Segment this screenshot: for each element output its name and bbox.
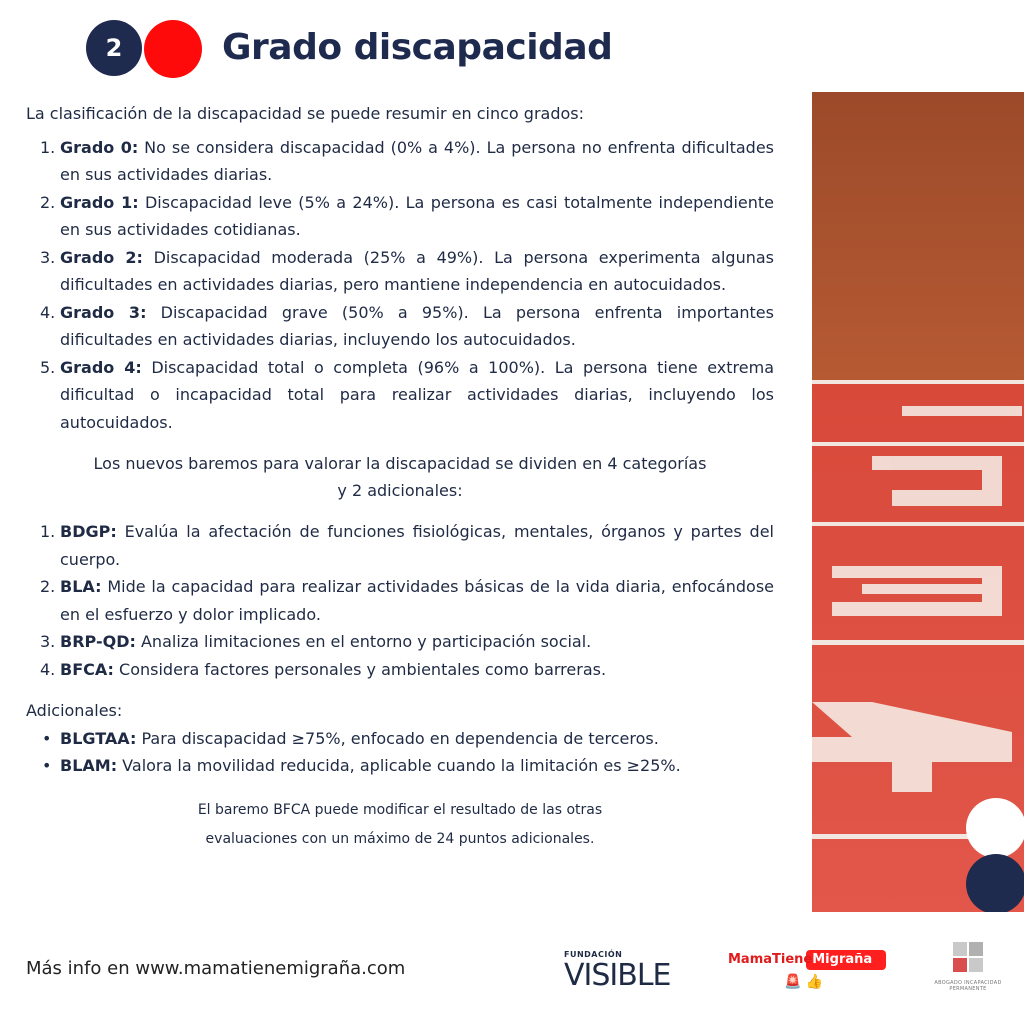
list-number: 3. (40, 632, 56, 651)
item-text: Considera factores personales y ambientales como barreras. (113, 659, 607, 679)
list-number: 2. (40, 577, 56, 596)
lane-number-1 (902, 406, 1022, 416)
footnote (26, 796, 774, 854)
list-item (40, 573, 774, 628)
list-number: 1. (40, 522, 56, 541)
list-item (40, 134, 774, 189)
item-label: BLAM: (60, 756, 118, 775)
item-label: BDGP: (60, 522, 117, 541)
item-label: BFCA: (60, 659, 114, 679)
logo-big-text: VISIBLE (564, 958, 671, 993)
item-label: Grado 2: (60, 247, 143, 267)
section-number-badge: 2 (86, 20, 142, 76)
baremos-intro-line: Los nuevos baremos para valorar la discapacidad se dividen en 4 categorías (93, 454, 707, 473)
list-number: 4. (40, 302, 56, 322)
item-text: Valora la movilidad reducida, aplicable cuando la limitación es ≥25%. (117, 756, 681, 775)
fundacion-visible-logo (560, 948, 680, 998)
list-item (40, 189, 774, 244)
baremos-intro (26, 450, 774, 504)
list-item (40, 244, 774, 299)
mama-tiene-migrana-logo (728, 950, 888, 1000)
logo-text-a: MamaTiene (728, 952, 813, 967)
list-item (40, 628, 774, 656)
page-title: Grado discapacidad (222, 27, 613, 68)
logo-text (728, 952, 872, 967)
baremos-intro-line: y 2 adicionales: (337, 481, 463, 500)
red-circle-decoration (144, 20, 202, 78)
item-text: Mide la capacidad para realizar actividades básicas de la vida diaria, enfocándose en el esfuerzo y dolor implicado. (60, 577, 774, 624)
list-item (40, 299, 774, 354)
track-illustration (812, 92, 1024, 912)
baremos-list (26, 518, 774, 683)
bullet-icon: • (42, 728, 52, 748)
list-item (40, 518, 774, 573)
item-label: Grado 0: (60, 137, 139, 157)
list-number: 1. (40, 137, 56, 157)
item-text: Discapacidad total o completa (96% a 100%). La persona tiene extrema dificultad o incapacidad total para realizar actividades diarias, incluyendo los autocuidados. (60, 357, 774, 432)
item-text: Discapacidad grave (50% a 95%). La persona enfrenta importantes dificultades en actividades diarias, incluyendo los autocuidados. (60, 302, 774, 349)
white-circle-decoration (966, 798, 1024, 858)
footer-url: Más info en www.mamatienemigraña.com (26, 958, 406, 979)
item-label: BLGTAA: (60, 728, 137, 748)
running-track-photo (812, 92, 1024, 912)
lane-line (812, 522, 1024, 526)
list-number: 3. (40, 247, 56, 267)
list-number: 5. (40, 357, 56, 377)
list-item (40, 656, 774, 684)
abogado-logo (928, 940, 1008, 1000)
intro-text: La clasificación de la discapacidad se puede resumir en cinco grados: (26, 104, 585, 123)
adicionales-list (26, 725, 786, 780)
footnote-line: El baremo BFCA puede modificar el resultado de las otras (197, 801, 603, 818)
item-label: BLA: (60, 577, 102, 596)
list-item (40, 725, 786, 753)
item-text: Para discapacidad ≥75%, enfocado en dependencia de terceros. (136, 728, 659, 748)
main-content (26, 100, 786, 854)
header (86, 18, 686, 78)
item-text: Discapacidad moderada (25% a 49%). La persona experimenta algunas dificultades en actividades diarias, pero mantiene independencia en autocuidados. (60, 247, 774, 294)
lane-line (812, 640, 1024, 645)
list-item (40, 354, 774, 437)
item-label: Grado 4: (60, 357, 142, 377)
adicionales-heading: Adicionales: (26, 701, 123, 720)
logo-text-b: Migraña (812, 952, 873, 967)
item-text: Discapacidad leve (5% a 24%). La persona es casi totalmente independiente en sus actividades cotidianas. (60, 192, 774, 239)
item-text: Analiza limitaciones en el entorno y participación social. (135, 632, 592, 651)
item-text: No se considera discapacidad (0% a 4%). La persona no enfrenta dificultades en sus actividades diarias. (60, 137, 774, 184)
item-label: BRP-QD: (60, 632, 136, 651)
lane-line (812, 380, 1024, 384)
logo-small-text: FUNDACIÓN (564, 950, 623, 959)
list-number: 4. (40, 659, 56, 679)
dirt-area (812, 92, 1024, 382)
grades-list (26, 134, 774, 437)
lane-line (812, 442, 1024, 446)
bullet-icon: • (42, 756, 52, 775)
abogado-logo-text: ABOGADO INCAPACIDAD PERMANENTE (934, 980, 1002, 992)
item-label: Grado 1: (60, 192, 139, 212)
emoji-icons: 🚨 👍 (784, 974, 824, 990)
item-label: Grado 3: (60, 302, 147, 322)
item-text: Evalúa la afectación de funciones fisiológicas, mentales, órganos y partes del cuerpo. (60, 522, 774, 569)
list-item (40, 752, 786, 780)
footnote-line: evaluaciones con un máximo de 24 puntos adicionales. (205, 830, 595, 847)
list-number: 2. (40, 192, 56, 212)
abogado-mark-icon (953, 942, 983, 972)
